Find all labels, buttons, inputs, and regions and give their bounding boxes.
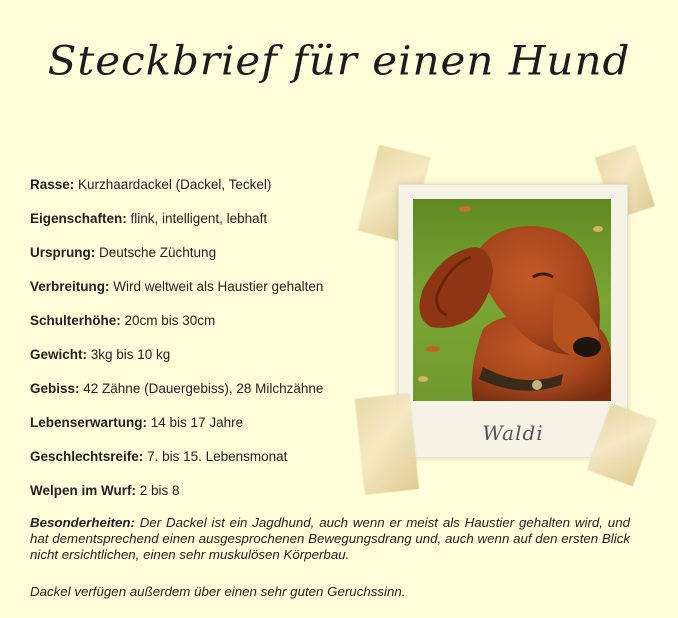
fact-geschlechtsreife bbox=[30, 447, 360, 481]
special-text: Der Dackel ist ein Jagdhund, auch wenn er meist als Haustier gehalten wird, und hat dementsprechend einen ausgesprochenen Bewegungsdrang und, auch wenn auf den ersten Blick nicht ersichtlichen, einen sehr muskulösen Körperbau. bbox=[30, 515, 630, 562]
leaf bbox=[426, 346, 440, 352]
fact-value: 2 bis 8 bbox=[136, 483, 180, 498]
fact-rasse bbox=[30, 175, 360, 209]
fact-label: Verbreitung: bbox=[30, 279, 110, 294]
fact-value: 7. bis 15. Lebensmonat bbox=[143, 449, 288, 464]
dachshund-illustration bbox=[413, 199, 611, 401]
dog-photo bbox=[413, 199, 611, 401]
fact-label: Welpen im Wurf: bbox=[30, 483, 137, 498]
fact-list bbox=[30, 175, 360, 515]
page-title: Steckbrief für einen Hund bbox=[47, 37, 631, 84]
fact-label: Geschlechtsreife: bbox=[30, 449, 144, 464]
fact-eigenschaften bbox=[30, 209, 360, 243]
leaf bbox=[459, 206, 471, 212]
photo-frame bbox=[398, 184, 628, 458]
fact-verbreitung bbox=[30, 277, 360, 311]
tape-bottom-left bbox=[355, 393, 419, 494]
fact-label: Eigenschaften: bbox=[30, 211, 127, 226]
collar-buckle bbox=[532, 380, 542, 390]
fact-welpen bbox=[30, 481, 360, 515]
leaf bbox=[418, 376, 428, 382]
special-paragraph bbox=[30, 515, 630, 563]
fact-label: Lebenserwartung: bbox=[30, 415, 148, 430]
note-paragraph: Dackel verfügen außerdem über einen sehr guten Geruchssinn. bbox=[30, 584, 406, 599]
fact-lebenserwartung bbox=[30, 413, 360, 447]
fact-value: 3kg bis 10 kg bbox=[87, 347, 171, 362]
fact-label: Gebiss: bbox=[30, 381, 80, 396]
fact-ursprung bbox=[30, 243, 360, 277]
fact-value: 42 Zähne (Dauergebiss), 28 Milchzähne bbox=[79, 381, 324, 396]
fact-value: Deutsche Züchtung bbox=[95, 245, 217, 260]
fact-gebiss bbox=[30, 379, 360, 413]
fact-gewicht bbox=[30, 345, 360, 379]
fact-value: Wird weltweit als Haustier gehalten bbox=[109, 279, 324, 294]
fact-label: Schulterhöhe: bbox=[30, 313, 121, 328]
fact-schulterhoehe bbox=[30, 311, 360, 345]
fact-value: 20cm bis 30cm bbox=[120, 313, 216, 328]
dog-nose bbox=[573, 337, 601, 357]
fact-value: Kurzhaardackel (Dackel, Teckel) bbox=[74, 177, 272, 192]
fact-value: 14 bis 17 Jahre bbox=[147, 415, 244, 430]
fact-label: Ursprung: bbox=[30, 245, 96, 260]
fact-value: flink, intelligent, lebhaft bbox=[126, 211, 268, 226]
fact-label: Rasse: bbox=[30, 177, 75, 192]
leaf bbox=[593, 226, 603, 232]
fact-label: Gewicht: bbox=[30, 347, 88, 362]
special-label: Besonderheiten: bbox=[30, 515, 135, 530]
photo-caption: Waldi bbox=[482, 421, 544, 445]
